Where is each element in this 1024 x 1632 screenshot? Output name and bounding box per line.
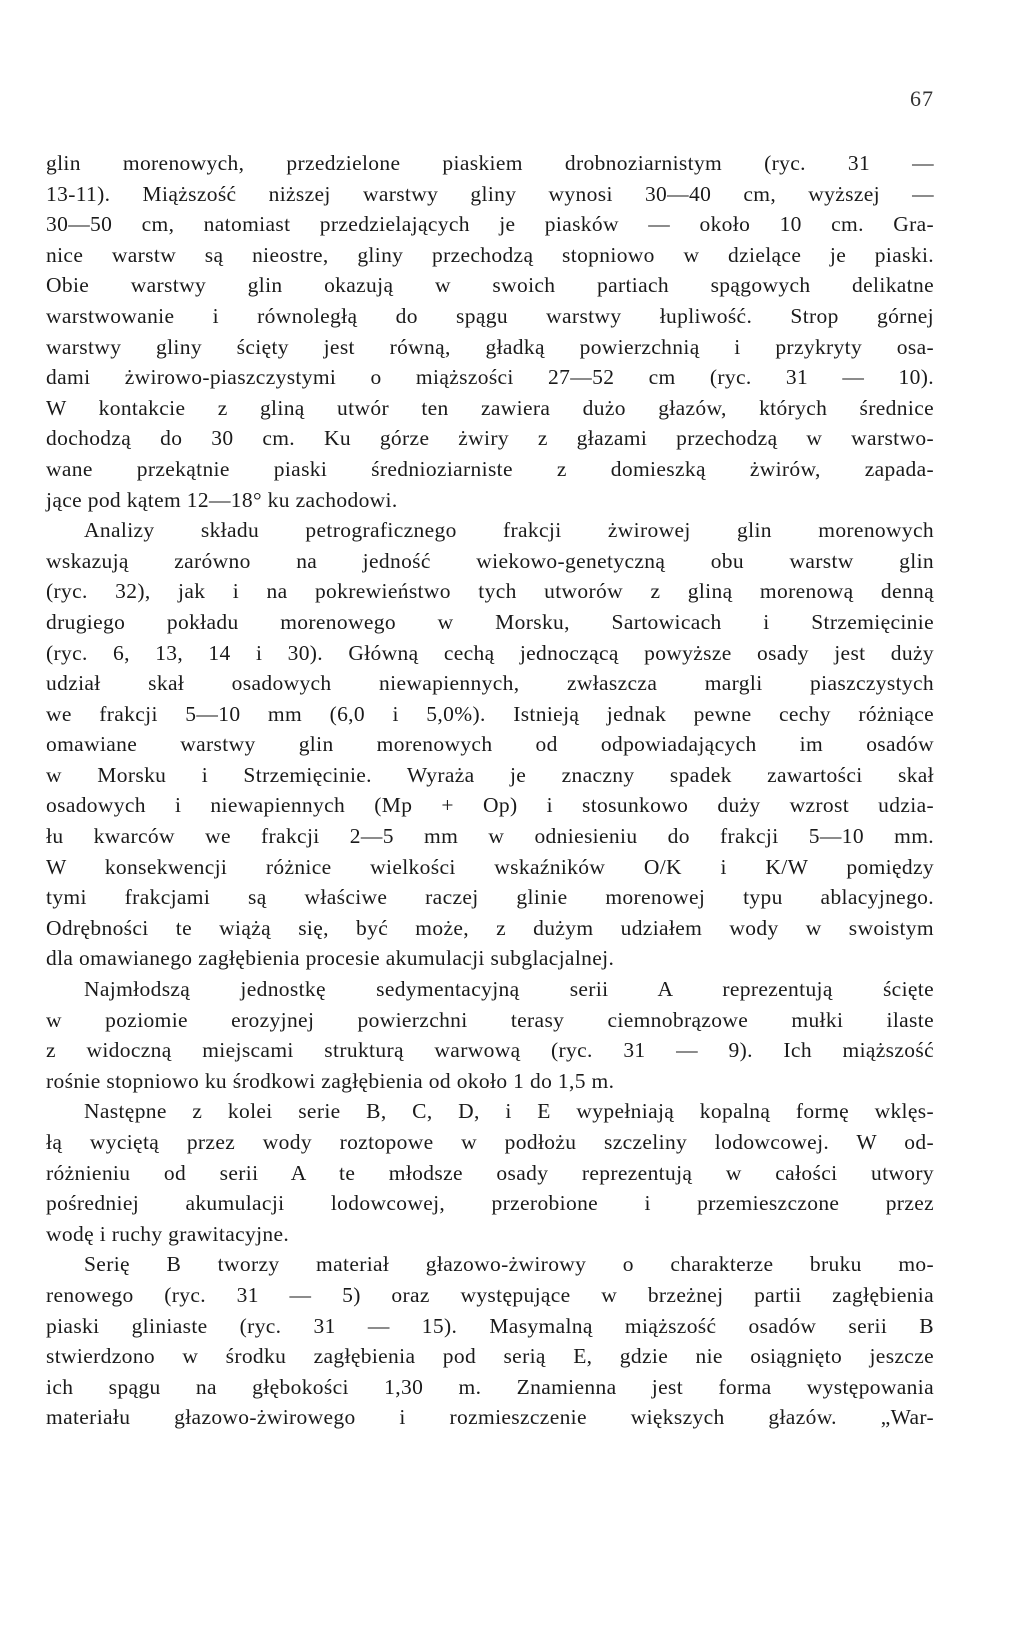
text-line: dochodzą do 30 cm. Ku górze żwiry z głazami przechodzą w warstwo- <box>46 426 934 451</box>
text-line: dami żwirowo-piaszczystymi o miąższości 27—52 cm (ryc. 31 — 10). <box>46 365 934 390</box>
text-line: jące pod kątem 12—18° ku zachodowi. <box>46 487 398 512</box>
text-line: renowego (ryc. 31 — 5) oraz występujące w brzeżnej partii zagłębienia <box>46 1282 934 1307</box>
text-line: z widoczną miejscami strukturą warwową (ryc. 31 — 9). Ich miąższość <box>46 1038 934 1063</box>
text-line: (ryc. 32), jak i na pokrewieństwo tych utworów z gliną morenową denną <box>46 579 934 604</box>
page-number: 67 <box>910 86 934 111</box>
text-line: Analizy składu petrograficznego frakcji żwirowej glin morenowych <box>84 518 934 543</box>
text-line: 30—50 cm, natomiast przedzielających je piasków — około 10 cm. Gra- <box>46 212 934 237</box>
text-line: tymi frakcjami są właściwe raczej glinie morenowej typu ablacyjnego. <box>46 885 934 910</box>
text-line: Odrębności te wiążą się, być może, z dużym udziałem wody w swoistym <box>46 915 934 940</box>
text-line: udział skał osadowych niewapiennych, zwłaszcza margli piaszczystych <box>46 671 934 696</box>
text-line: ich spągu na głębokości 1,30 m. Znamienna jest forma występowania <box>46 1374 934 1399</box>
text-line: W kontakcie z gliną utwór ten zawiera dużo głazów, których średnice <box>46 395 934 420</box>
text-line: stwierdzono w środku zagłębienia pod serią E, gdzie nie osiągnięto jeszcze <box>46 1344 934 1369</box>
text-line: W konsekwencji różnice wielkości wskaźników O/K i K/W pomiędzy <box>46 854 934 879</box>
text-line: glin morenowych, przedzielone piaskiem drobnoziarnistym (ryc. 31 — <box>46 151 934 175</box>
text-line: (ryc. 6, 13, 14 i 30). Główną cechą jednoczącą powyższe osady jest duży <box>46 640 934 665</box>
body-text <box>46 148 934 1433</box>
text-line: różnieniu od serii A te młodsze osady reprezentują w całości utwory <box>46 1160 934 1185</box>
text-line: pośredniej akumulacji lodowcowej, przerobione i przemieszczone przez <box>46 1191 934 1216</box>
text-line: materiału głazowo-żwirowego i rozmieszczenie większych głazów. „War- <box>46 1405 934 1430</box>
text-line: Serię B tworzy materiał głazowo-żwirowy o charakterze bruku mo- <box>84 1252 934 1277</box>
text-line: piaski gliniaste (ryc. 31 — 15). Masymalną miąższość osadów serii B <box>46 1313 934 1338</box>
text-line: w Morsku i Strzemięcinie. Wyraża je znaczny spadek zawartości skał <box>46 762 934 787</box>
text-line: drugiego pokładu morenowego w Morsku, Sartowicach i Strzemięcinie <box>46 609 934 634</box>
text-line: rośnie stopniowo ku środkowi zagłębienia od około 1 do 1,5 m. <box>46 1068 615 1093</box>
text-line: nice warstw są nieostre, gliny przechodzą stopniowo w dzielące je piaski. <box>46 242 934 267</box>
text-line: we frakcji 5—10 mm (6,0 i 5,0%). Istnieją jednak pewne cechy różniące <box>46 701 934 726</box>
text-line: dla omawianego zagłębienia procesie akumulacji subglacjalnej. <box>46 946 615 971</box>
text-line: Następne z kolei serie B, C, D, i E wypełniają kopalną formę wklęs- <box>84 1099 934 1124</box>
text-line: osadowych i niewapiennych (Mp + Op) i stosunkowo duży wzrost udzia- <box>46 793 934 818</box>
text-line: wskazują zarówno na jedność wiekowo-genetyczną obu warstw glin <box>46 548 934 573</box>
text-line: łu kwarców we frakcji 2—5 mm w odniesieniu do frakcji 5—10 mm. <box>46 824 934 849</box>
text-line: Obie warstwy glin okazują w swoich partiach spągowych delikatne <box>46 273 934 298</box>
text-line: 13-11). Miąższość niższej warstwy gliny wynosi 30—40 cm, wyższej — <box>46 181 934 206</box>
text-line: warstwowanie i równoległą do spągu warstwy łupliwość. Strop górnej <box>46 303 934 328</box>
text-line: wodę i ruchy grawitacyjne. <box>46 1221 290 1246</box>
text-line: łą wyciętą przez wody roztopowe w podłożu szczeliny lodowcowej. W od- <box>46 1130 934 1154</box>
text-line: Najmłodszą jednostkę sedymentacyjną serii A reprezentują ścięte <box>84 977 934 1002</box>
text-line: wane przekątnie piaski średnioziarniste z domieszką żwirów, zapada- <box>46 456 934 481</box>
text-line: omawiane warstwy glin morenowych od odpowiadających im osadów <box>46 732 934 757</box>
text-line: warstwy gliny ścięty jest równą, gładką powierzchnią i przykryty osa- <box>46 334 934 359</box>
text-line: w poziomie erozyjnej powierzchni terasy ciemnobrązowe mułki ilaste <box>46 1007 934 1032</box>
